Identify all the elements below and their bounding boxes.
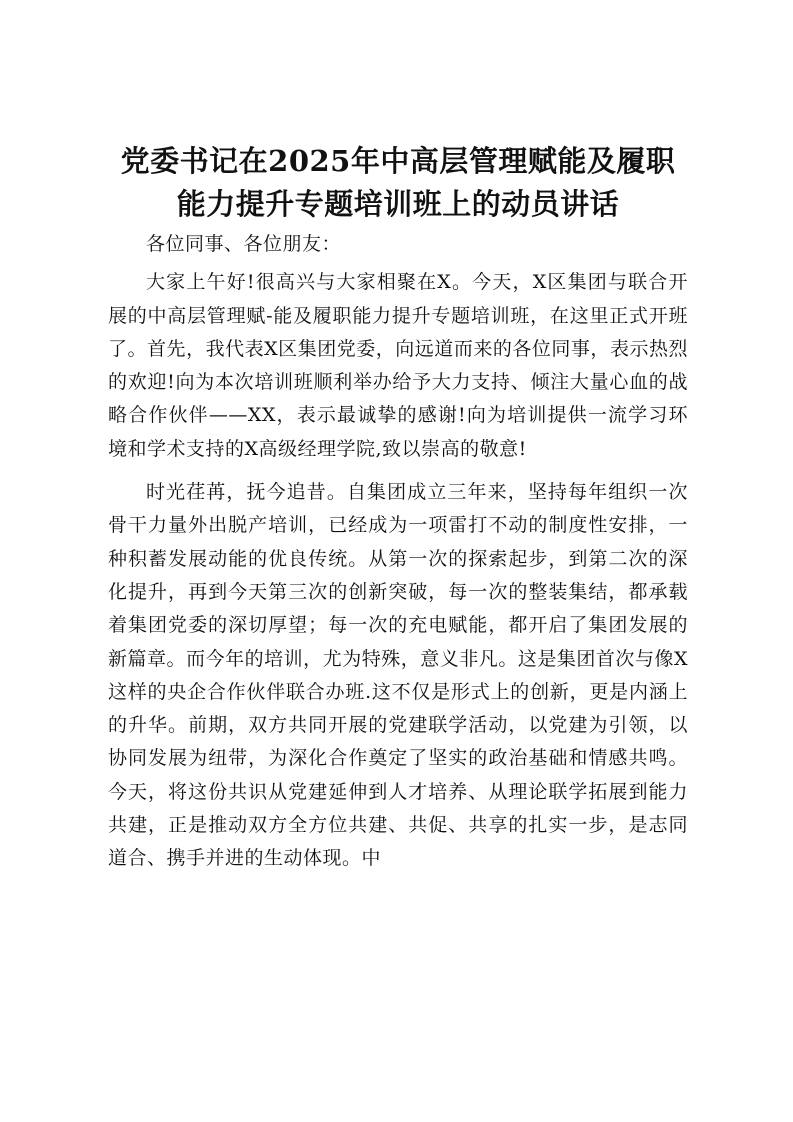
document-body <box>108 228 688 876</box>
document-title: 党委书记在2025年中高层管理赋能及履职能力提升专题培训班上的动员讲话 <box>120 144 676 221</box>
paragraph-opening: 大家上午好!很高兴与大家相聚在X。今天，X区集团与联合开展的中高层管理赋-能及履职能力提升专题培训班，在这里正式开班了。首先，我代表X区集团党委，向远道而来的各位同事，表示热烈的欢迎!向为本次培训班顺利举办给予大力支持、倾注大量心血的战略合作伙伴——XX，表示最诚挚的感谢!向为培训提供一流学习环境和学术支持的X高级经理学院,致以崇高的敬意! <box>108 271 688 460</box>
greeting-line: 各位同事、各位朋友： <box>146 233 342 255</box>
paragraph-history: 时光荏苒，抚今追昔。自集团成立三年来，坚持每年组织一次骨干力量外出脱产培训，已经成为一项雷打不动的制度性安排，一种积蓄发展动能的优良传统。从第一次的探索起步，到第二次的深化提升，再到今天第三次的创新突破，每一次的整装集结，都承载着集团党委的深切厚望；每一次的充电赋能，都开启了集团发展的新篇章。而今年的培训，尤为特殊，意义非凡。这是集团首次与像X这样的央企合作伙伴联合办班.这不仅是形式上的创新，更是内涵上的升华。前期，双方共同开展的党建联学活动，以党建为引领，以协同发展为纽带，为深化合作奠定了坚实的政治基础和情感共鸣。今天，将这份共识从党建延伸到人才培养、从理论联学拓展到能力共建，正是推动双方全方位共建、共促、共享的扎实一步，是志同道合、携手并进的生动体现。中 <box>108 481 688 870</box>
